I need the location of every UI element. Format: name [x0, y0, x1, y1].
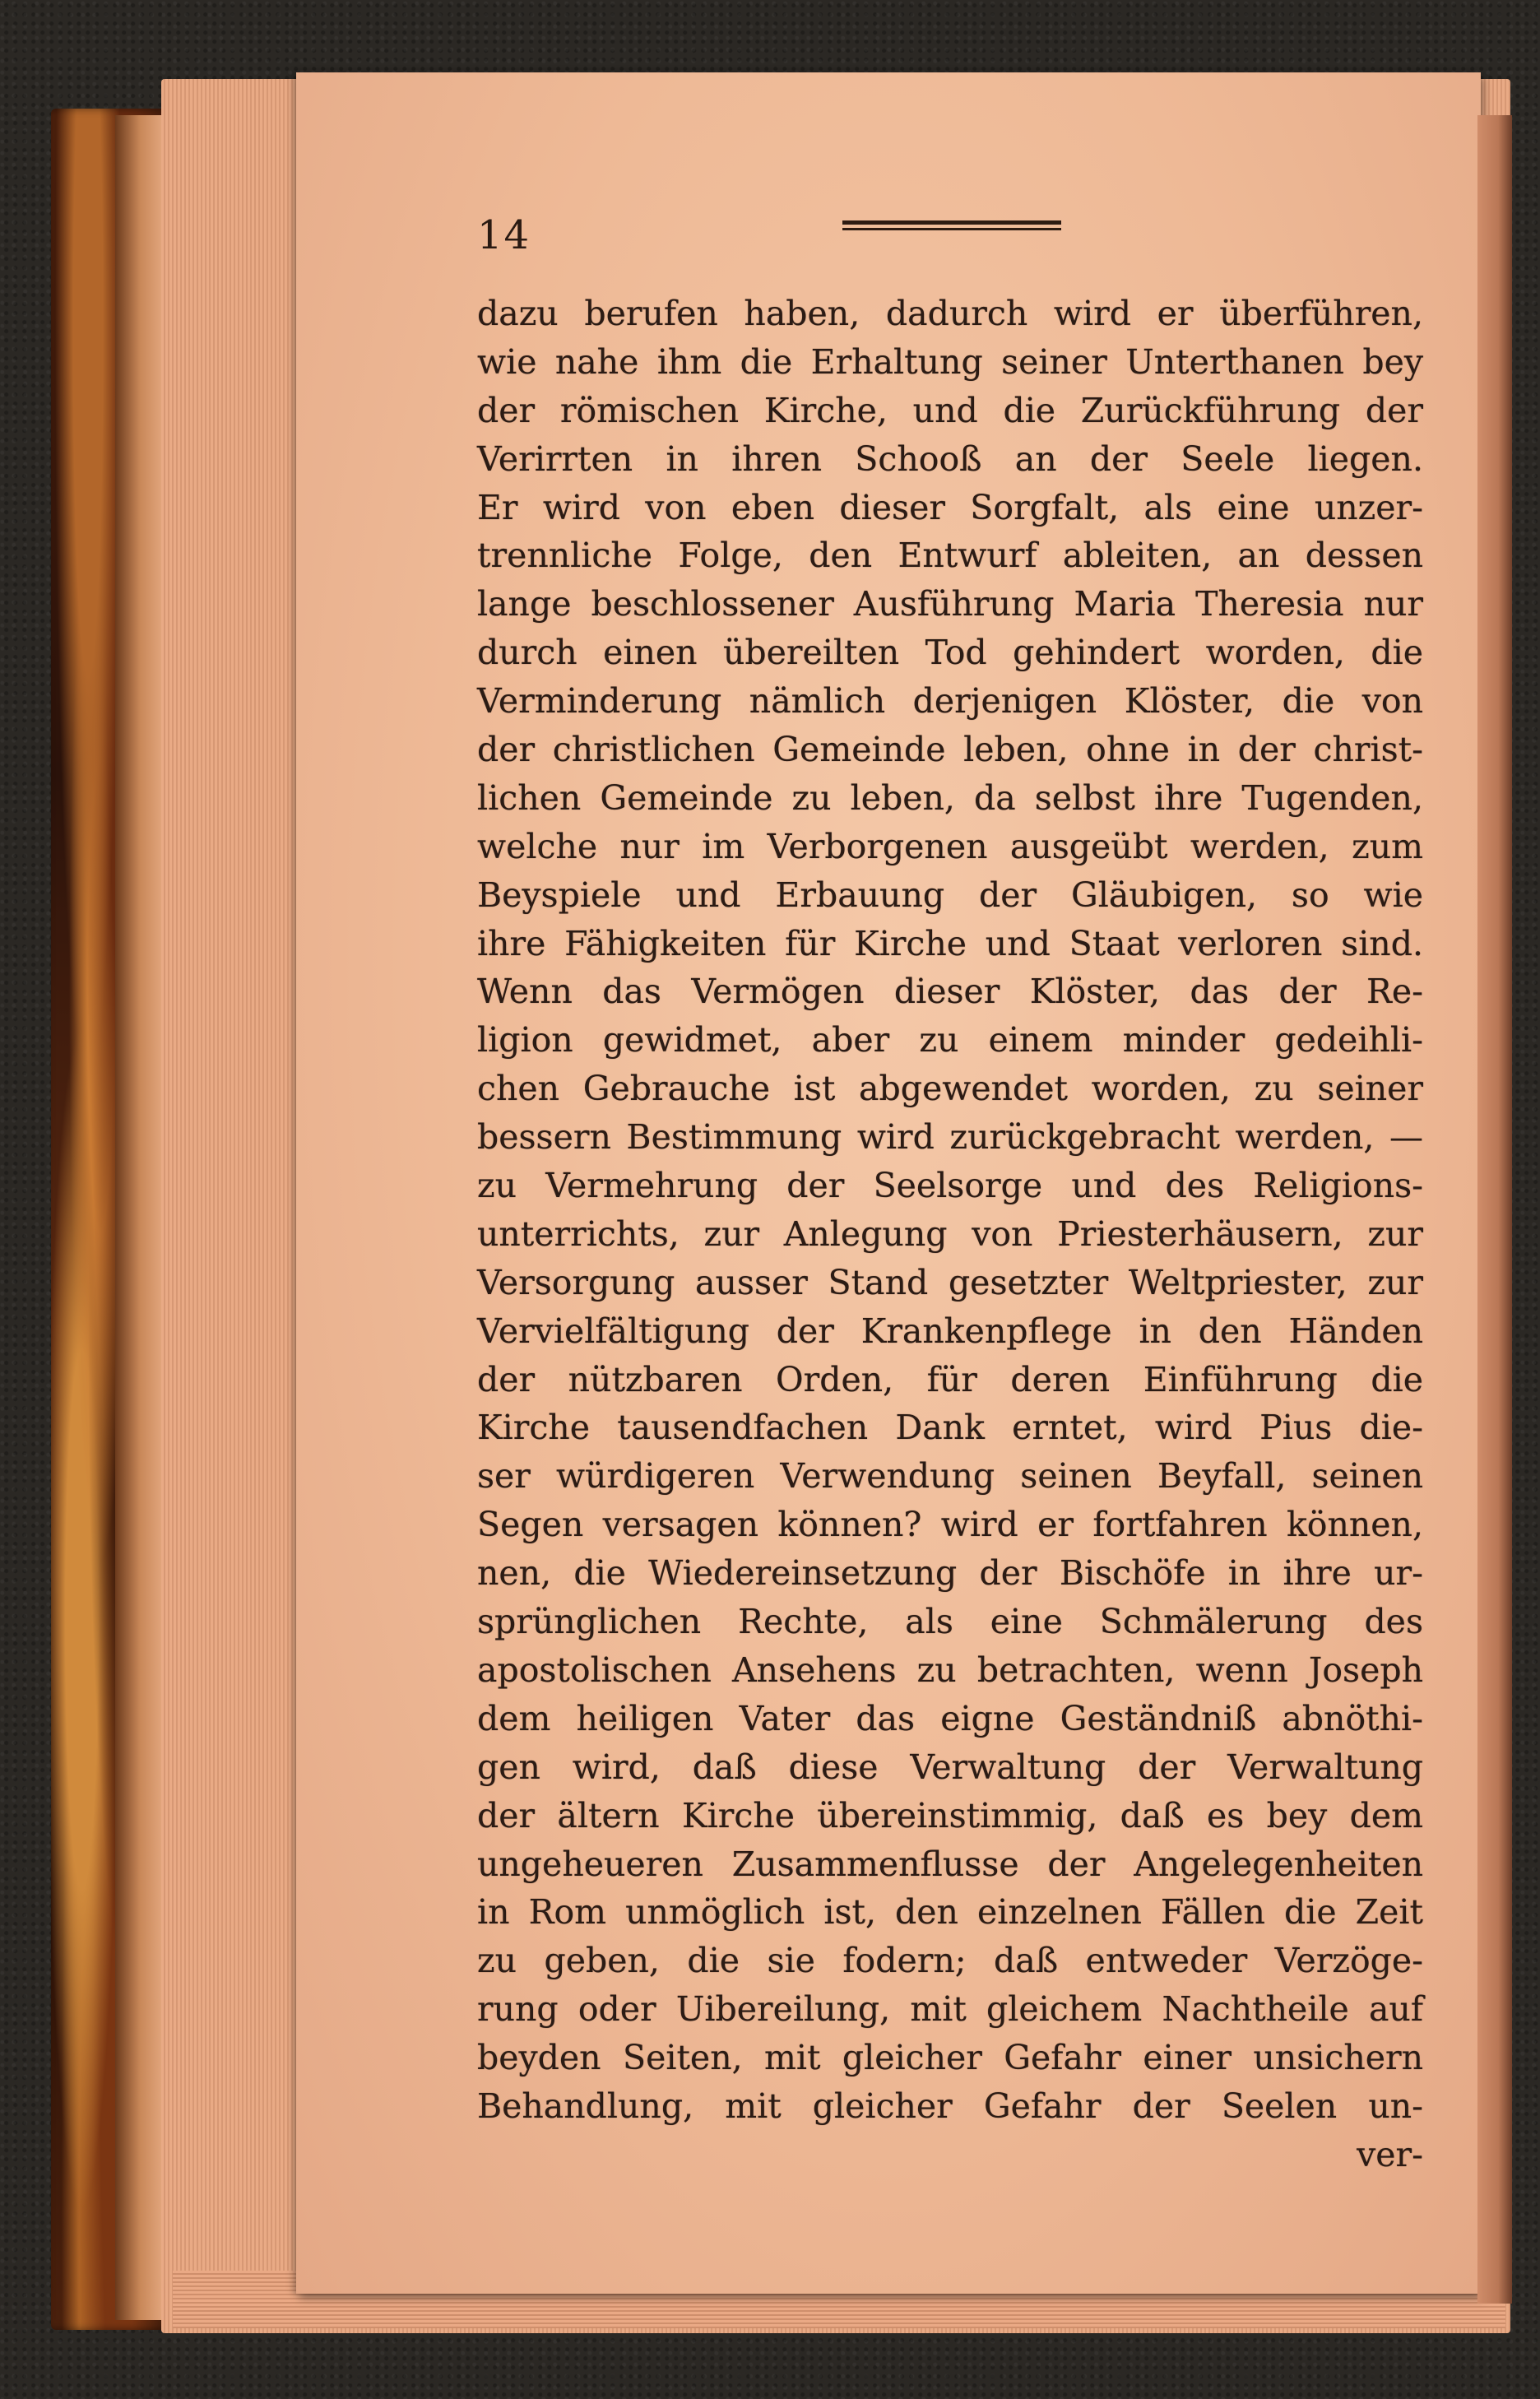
- text-line: nen, die Wiedereinsetzung der Bischöfe in ihre ur-: [477, 1553, 1423, 1594]
- text-line: lange beschlossener Ausführung Maria Theresia nur: [477, 584, 1423, 624]
- text-line: Kirche tausendfachen Dank erntet, wird Pius die-: [477, 1408, 1423, 1448]
- text-line: rung oder Uibereilung, mit gleichem Nachtheile auf: [477, 1989, 1423, 2030]
- body-text: [477, 290, 1423, 2179]
- text-line: der christlichen Gemeinde leben, ohne in der christ-: [477, 730, 1423, 770]
- text-line: dazu berufen haben, dadurch wird er überführen,: [477, 294, 1423, 333]
- text-line: bessern Bestimmung wird zurückgebracht werden, —: [477, 1117, 1423, 1158]
- text-line: Segen versagen können? wird er fortfahren können,: [477, 1505, 1423, 1545]
- text-line: trennliche Folge, den Entwurf ableiten, an dessen: [477, 536, 1423, 576]
- text-line: ligion gewidmet, aber zu einem minder gedeihli-: [477, 1020, 1423, 1060]
- page-header: [477, 212, 1415, 262]
- header-rule: [842, 220, 1061, 234]
- text-line: unterrichts, zur Anlegung von Priesterhäusern, zur: [477, 1213, 1423, 1254]
- text-line: lichen Gemeinde zu leben, da selbst ihre Tugenden,: [477, 777, 1423, 818]
- text-line: Wenn das Vermögen dieser Klöster, das der Re-: [477, 972, 1423, 1012]
- text-line: dem heiligen Vater das eigne Geständniß abnöthi-: [477, 1698, 1423, 1738]
- page-gutter-edge: [1477, 115, 1512, 2304]
- text-line: der ältern Kirche übereinstimmig, daß es bey dem: [477, 1795, 1423, 1835]
- text-line: der nützbaren Orden, für deren Einführung die: [477, 1359, 1423, 1399]
- text-line: apostolischen Ansehens zu betrachten, wenn Joseph: [477, 1650, 1423, 1690]
- page-number: 14: [477, 212, 531, 258]
- text-line: Vervielfältigung der Krankenpflege in den Händen: [477, 1311, 1423, 1351]
- text-line: ungeheueren Zusammenflusse der Angelegenheiten: [477, 1844, 1423, 1884]
- text-line: sprünglichen Rechte, als eine Schmälerung des: [477, 1602, 1423, 1642]
- text-line: Behandlung, mit gleicher Gefahr der Seelen un-: [477, 2086, 1423, 2126]
- cover-edge: [115, 115, 165, 2320]
- text-line: zu Vermehrung der Seelsorge und des Religions-: [477, 1166, 1423, 1206]
- text-line: beyden Seiten, mit gleicher Gefahr einer unsichern: [477, 2038, 1423, 2078]
- text-line: chen Gebrauche ist abgewendet worden, zu seiner: [477, 1069, 1423, 1109]
- text-line: Verminderung nämlich derjenigen Klöster, die von: [477, 681, 1423, 722]
- text-line: gen wird, daß diese Verwaltung der Verwaltung: [477, 1747, 1423, 1787]
- text-line: wie nahe ihm die Erhaltung seiner Unterthanen bey: [477, 341, 1423, 382]
- text-line: durch einen übereilten Tod gehindert worden, die: [477, 633, 1423, 673]
- catchword: ver-: [1357, 2134, 1423, 2174]
- text-line: ihre Fähigkeiten für Kirche und Staat verloren sind.: [477, 923, 1423, 963]
- text-line: Versorgung ausser Stand gesetzter Weltpriester, zur: [477, 1262, 1423, 1302]
- text-line: Er wird von eben dieser Sorgfalt, als eine unzer-: [477, 487, 1423, 527]
- text-line: in Rom unmöglich ist, den einzelnen Fällen die Zeit: [477, 1892, 1423, 1933]
- text-line: der römischen Kirche, und die Zurückführung der: [477, 390, 1423, 430]
- text-line: ser würdigeren Verwendung seinen Beyfall, seinen: [477, 1456, 1423, 1496]
- text-line: welche nur im Verborgenen ausgeübt werden, zum: [477, 826, 1423, 866]
- text-line: Beyspiele und Erbauung der Gläubigen, so wie: [477, 875, 1423, 915]
- text-line: zu geben, die sie fodern; daß entweder Verzöge-: [477, 1941, 1423, 1981]
- text-line: Verirrten in ihren Schooß an der Seele liegen.: [477, 439, 1423, 479]
